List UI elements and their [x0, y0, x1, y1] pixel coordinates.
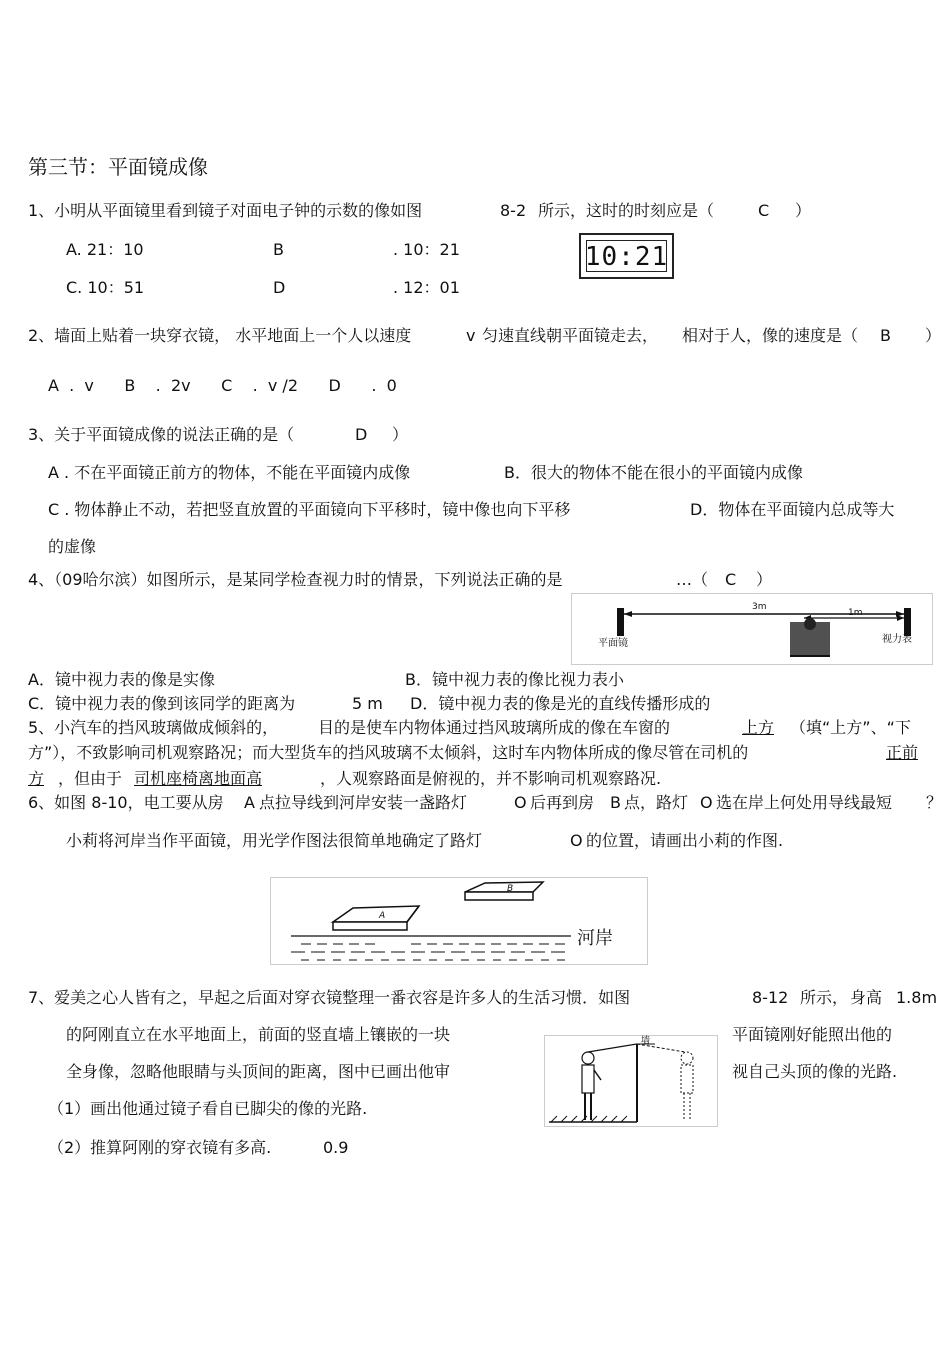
q1-figure-ref: 8-2 [500, 201, 527, 220]
q4-option-b: B．镜中视力表的像比视力表小 [405, 670, 624, 689]
q4-option-c-value: 5 m [352, 694, 383, 713]
q4-stem: 4、（09哈尔滨）如图所示，是某同学检查视力时的情景，下列说法正确的是 [28, 570, 563, 589]
q1-option-b-letter: B [273, 240, 284, 259]
q4-option-c: C．镜中视力表的像到该同学的距离为 [28, 694, 296, 713]
q3-option-b: B．很大的物体不能在很小的平面镜内成像 [504, 463, 803, 482]
wall-label: 墙 [641, 1036, 651, 1046]
q6-line1e: 选在岸上何处用导线最短 [716, 793, 893, 812]
fig-3m-label: 3m [752, 602, 767, 612]
q2-close: ） [925, 326, 942, 345]
q7-line2b: 平面镜刚好能照出他的 [732, 1025, 893, 1044]
fig-1m-label: 1m [848, 608, 863, 618]
q2-options: A . v B . 2v C . v /2 D . 0 [48, 376, 397, 395]
eye-test-figure [571, 593, 933, 665]
q7-line3b: 视自己头顶的像的光路. [732, 1062, 898, 1081]
q7-part1: （1）画出他通过镜子看自已脚尖的像的光路. [48, 1099, 368, 1118]
q1-option-d-letter: D [273, 278, 286, 297]
q5-answer-2b: 方 [28, 769, 45, 788]
q2-v: v [466, 326, 476, 345]
q5-line1a: 5、小汽车的挡风玻璃做成倾斜的， [28, 718, 279, 737]
q6-point-o: O [514, 793, 527, 812]
q4-answer: C [725, 570, 737, 589]
q3-option-c: C . 物体静止不动，若把竖直放置的平面镜向下平移时，镜中像也向下平移 [48, 500, 571, 519]
q6-line2a: 小莉将河岸当作平面镜，用光学作图法很简单地确定了路灯 [66, 831, 483, 850]
q5-line1b: 目的是使车内物体通过挡风玻璃所成的像在车窗的 [318, 718, 671, 737]
q1-option-a: A. 21：10 [66, 240, 144, 259]
q5-line2a: 方”），不致影响司机观察路况；而大型货车的挡风玻璃不太倾斜，这时车内物体所成的像尽管在司机的 [28, 743, 749, 762]
q7-part2: （2）推算阿刚的穿衣镜有多高. [48, 1138, 272, 1157]
q6-point-a: A [244, 793, 255, 812]
q6-question-mark: ？ [926, 793, 943, 812]
q4-close: ） [756, 570, 773, 589]
clock-digits: 10:21 [584, 242, 669, 272]
q2-tail: 相对于人，像的速度是（ [682, 326, 859, 345]
q3-stem: 3、关于平面镜成像的说法正确的是（ [28, 425, 295, 444]
q2-answer: B [880, 326, 891, 345]
q7-line1a: 7、爱美之心人皆有之，早起之后面对穿衣镜整理一番衣容是许多人的生活习惯．如图 [28, 988, 631, 1007]
q6-point-o3: O [570, 831, 583, 850]
q1-tail: 所示，这时的时刻应是（ [538, 201, 715, 220]
q4-option-d: D．镜中视力表的像是光的直线传播形成的 [410, 694, 711, 713]
q7-line3a: 全身像，忽略他眼睛与头顶间的距离，图中已画出他审 [66, 1062, 451, 1081]
clock-figure [579, 233, 674, 279]
q6-line1b: 点拉导线到河岸安装一盏路灯 [259, 793, 468, 812]
q3-option-d-cont: 的虚像 [48, 537, 97, 556]
q6-line2b: 的位置，请画出小莉的作图. [586, 831, 784, 850]
q5-answer-3: 司机座椅离地面高 [134, 769, 263, 788]
q3-close: ） [392, 425, 409, 444]
fig-mirror-label: 平面镜 [598, 638, 628, 649]
q1-answer: C [758, 201, 770, 220]
q7-figure-ref: 8-12 [752, 988, 789, 1007]
q4-dots: …（ [676, 570, 709, 589]
q6-line1: 6、如图 8-10，电工要从房 [28, 793, 224, 812]
q3-option-a: A . 不在平面镜正前方的物体，不能在平面镜内成像 [48, 463, 411, 482]
q6-line1c: 后再到房 [530, 793, 595, 812]
q3-option-d: D．物体在平面镜内总成等大 [690, 500, 895, 519]
q5-line3b: ，人观察路面是俯视的，并不影响司机观察路况. [320, 769, 662, 788]
house-a-label: A [379, 911, 386, 921]
q1-close: ） [795, 201, 812, 220]
river-diagram [271, 878, 647, 964]
q5-line1c: （填“上方”、“下 [790, 718, 911, 737]
q4-option-a: A．镜中视力表的像是实像 [28, 670, 215, 689]
river-figure [270, 877, 648, 965]
mirror-person-diagram [545, 1036, 717, 1126]
q5-answer-2a: 正前 [886, 743, 919, 762]
house-b-label: B [507, 884, 514, 894]
q6-line1d: 点，路灯 [624, 793, 689, 812]
q7-line1b: 所示， [800, 988, 849, 1007]
q7-height: 1.8m [896, 988, 938, 1007]
q1-option-b-value: . 10：21 [393, 240, 460, 259]
q1-stem: 1、小明从平面镜里看到镜子对面电子钟的示数的像如图 [28, 201, 423, 220]
q2-stem: 2、墙面上贴着一块穿衣镜， 水平地面上一个人以速度 [28, 326, 412, 345]
q3-answer: D [355, 425, 368, 444]
q6-point-o2: O [700, 793, 713, 812]
q7-line1c: 身高 [850, 988, 883, 1007]
q7-line2a: 的阿刚直立在水平地面上，前面的竖直墙上镶嵌的一块 [66, 1025, 451, 1044]
q5-answer-1: 上方 [742, 718, 775, 737]
q5-line3a: ，但由于 [58, 769, 123, 788]
mirror-person-figure [544, 1035, 718, 1127]
fig-chart-label: 视力表 [882, 634, 912, 645]
q1-option-c: C. 10：51 [66, 278, 145, 297]
q1-option-d-value: . 12：01 [393, 278, 460, 297]
river-bank-label: 河岸 [577, 928, 613, 949]
q2-mid: 匀速直线朝平面镜走去， [482, 326, 659, 345]
q7-answer: 0.9 [323, 1138, 349, 1157]
page-title: 第三节：平面镜成像 [28, 155, 208, 179]
q6-point-b: B [610, 793, 621, 812]
